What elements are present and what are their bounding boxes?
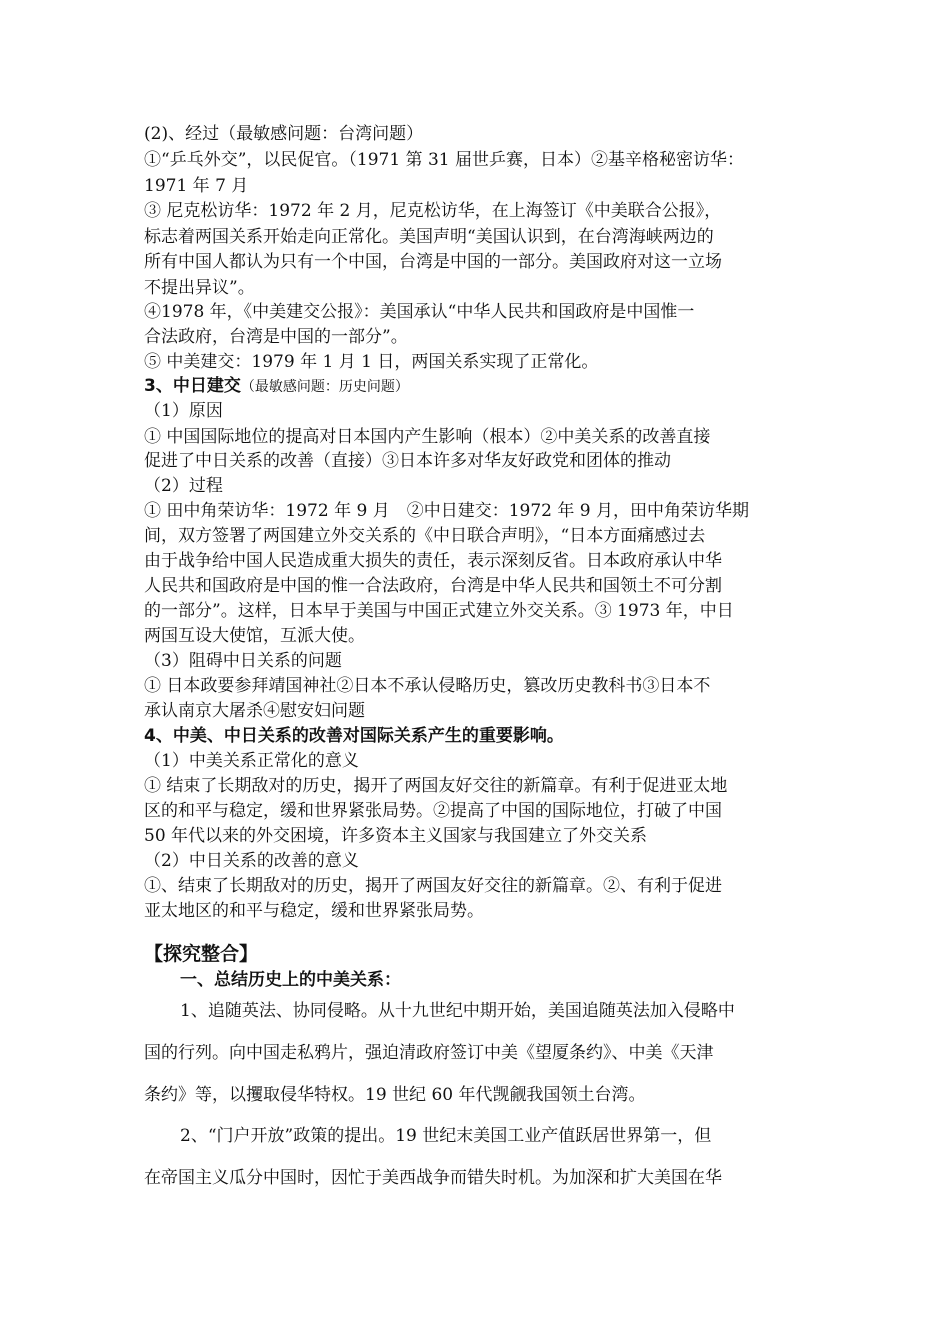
section-heading: [144, 376, 834, 397]
text-line: 的一部分”。这样，日本早于美国与中国正式建立外交关系。③ 1973 年，中日: [144, 601, 734, 621]
text-line: 1、追随英法、协同侵略。从十九世纪中期开始，美国追随英法加入侵略中: [180, 1001, 735, 1021]
text-line: 所有中国人都认为只有一个中国，台湾是中国的一部分。美国政府对这一立场: [144, 252, 722, 272]
text-line: 合法政府，台湾是中国的一部分”。: [144, 327, 408, 347]
text-line: ①“乒乓外交”，以民促官。（1971 第 31 届世乒赛，日本）②基辛格秘密访华：: [144, 150, 744, 170]
text-line: 条约》等，以攫取侵华特权。19 世纪 60 年代觊觎我国领土台湾。: [144, 1085, 646, 1105]
text-line: （2）过程: [144, 476, 223, 496]
text-line: 两国互设大使馆，互派大使。: [144, 626, 365, 646]
text-line: 50 年代以来的外交困境，许多资本主义国家与我国建立了外交关系: [144, 826, 648, 846]
text-line: 区的和平与稳定，缓和世界紧张局势。②提高了中国的国际地位，打破了中国: [144, 801, 722, 821]
text-line: ① 中国国际地位的提高对日本国内产生影响（根本）②中美关系的改善直接: [144, 427, 711, 447]
text-line: （1）中美关系正常化的意义: [144, 751, 359, 771]
text-line: 不提出异议”。: [144, 278, 255, 298]
text-line: ④1978 年，《中美建交公报》：美国承认“中华人民共和国政府是中国惟一: [144, 302, 695, 322]
text-line: ⑤ 中美建交：1979 年 1 月 1 日，两国关系实现了正常化。: [144, 352, 599, 372]
text-line: ①、结束了长期敌对的历史，揭开了两国友好交往的新篇章。②、有利于促进: [144, 876, 722, 896]
text-line: 促进了中日关系的改善（直接）③日本许多对华友好政党和团体的推动: [144, 451, 671, 471]
explore-title: 【探究整合】: [144, 943, 259, 965]
text-line: ① 结束了长期敌对的历史，揭开了两国友好交往的新篇章。有利于促进亚太地: [144, 776, 728, 796]
text-line: 人民共和国政府是中国的惟一合法政府，台湾是中华人民共和国领土不可分割: [144, 576, 722, 596]
text-line: 1971 年 7 月: [144, 176, 249, 196]
text-line: 国的行列。向中国走私鸦片，强迫清政府签订中美《望厦条约》、中美《天津: [144, 1043, 714, 1063]
text-line: ① 田中角荣访华：1972 年 9 月 ②中日建交：1972 年 9 月，田中角荣访华期: [144, 501, 749, 521]
text-line: 在帝国主义瓜分中国时，因忙于美西战争而错失时机。为加深和扩大美国在华: [144, 1168, 722, 1188]
text-line: 由于战争给中国人民造成重大损失的责任，表示深刻反省。日本政府承认中华: [144, 551, 722, 571]
text-line: ③ 尼克松访华：1972 年 2 月，尼克松访华，在上海签订《中美联合公报》，: [144, 201, 722, 221]
text-line: 标志着两国关系开始走向正常化。美国声明“美国认识到，在台湾海峡两边的: [144, 227, 714, 247]
text-line: (2)、经过（最敏感问题：台湾问题）: [144, 124, 424, 144]
text-line: 承认南京大屠杀④慰安妇问题: [144, 701, 365, 721]
heading-note: （最敏感问题：历史问题）: [240, 379, 409, 395]
text-line: （2）中日关系的改善的意义: [144, 851, 359, 871]
text-line: 间，双方签署了两国建立外交关系的《中日联合声明》，“日本方面痛感过去: [144, 526, 706, 546]
heading-text: 3、中日建交: [144, 376, 241, 396]
text-line: （1）原因: [144, 401, 223, 421]
text-line: ① 日本政要参拜靖国神社②日本不承认侵略历史，篡改历史教科书③日本不: [144, 676, 711, 696]
section-heading: 4、中美、中日关系的改善对国际关系产生的重要影响。: [144, 726, 564, 746]
text-line: 2、“门户开放”政策的提出。19 世纪末美国工业产值跃居世界第一，但: [180, 1126, 712, 1146]
text-line: 亚太地区的和平与稳定，缓和世界紧张局势。: [144, 901, 484, 921]
text-line: （3）阻碍中日关系的问题: [144, 651, 342, 671]
explore-subheading: 一、总结历史上的中美关系：: [180, 970, 401, 990]
